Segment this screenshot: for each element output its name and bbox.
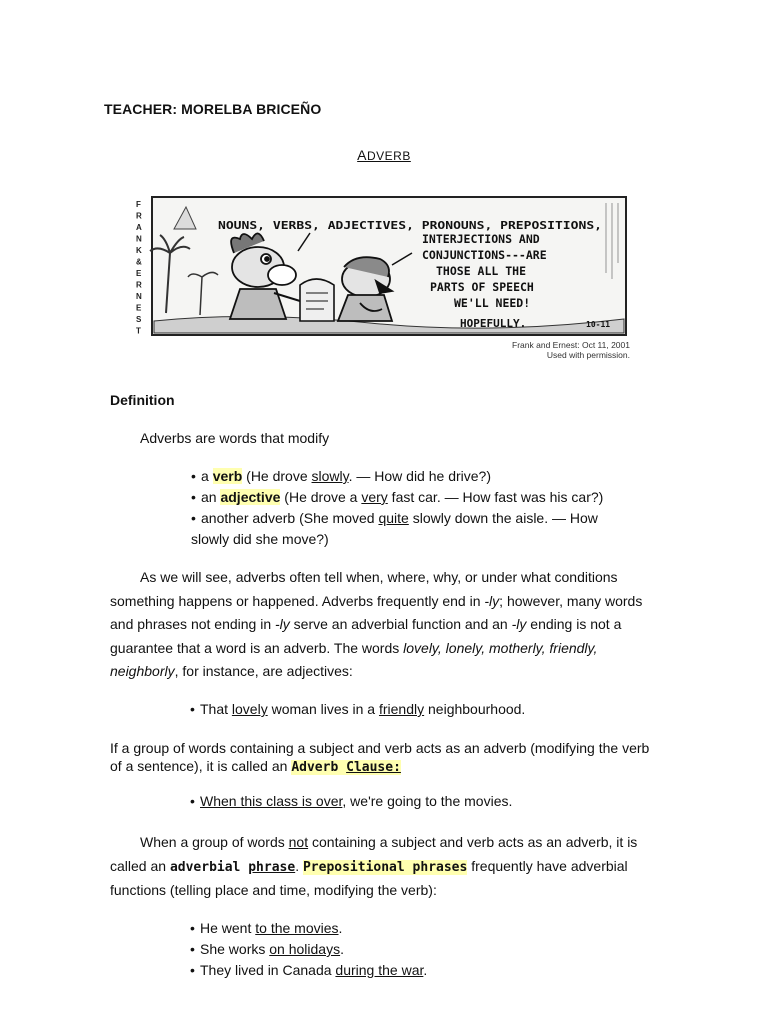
page-title: ADVERB xyxy=(357,147,411,163)
comic-side-letter: & xyxy=(136,257,142,267)
definition-heading: Definition xyxy=(110,392,175,408)
comic-side-letter: E xyxy=(136,303,142,313)
paragraph-ly-endings: As we will see, adverbs often tell when, where, why, or under what conditions something happens or happened. Adverbs frequently end in -ly; however, many words and phrases not ending in -ly serve an adverbial function and an -ly ending is not a guarantee that a word is an adverb. The words lovely, lonely, motherly, friendly, neighborly, for instance, are adjectives: xyxy=(110,569,643,679)
paragraph-adverbial-phrase: When a group of words not containing a subject and verb acts as an adverb, it is called an adverbial phrase. Prepositional phrases frequently have adverbial functions (telling place and time, modifying the verb): xyxy=(110,834,638,898)
comic-date-mark: 10-11 xyxy=(586,320,611,329)
list-item: • another adverb (She moved quite slowly down the aisle. — How xyxy=(191,510,598,526)
comic-speech-line: CONJUNCTIONS---ARE xyxy=(422,248,547,262)
prepositional-examples xyxy=(190,918,427,981)
teacher-heading: TEACHER: MORELBA BRICEÑO xyxy=(104,101,322,117)
list-item: • a verb (He drove slowly. — How did he drive?) xyxy=(191,468,491,484)
comic-speech-line: INTERJECTIONS AND xyxy=(422,232,540,246)
comic-side-letter: R xyxy=(136,211,142,221)
list-item: • She works on holidays. xyxy=(190,941,344,957)
comic-speech-line: NOUNS, VERBS, ADJECTIVES, PRONOUNS, PREPOSITIONS, xyxy=(218,219,602,232)
modify-list xyxy=(191,466,661,550)
comic-permission: Used with permission. xyxy=(546,350,630,360)
comic-side-letter: R xyxy=(136,280,142,290)
comic-side-letter: E xyxy=(136,269,142,278)
comic-side-letter: A xyxy=(136,223,142,232)
paragraph-adverb-clause: If a group of words containing a subject and verb acts as an adverb (modifying the verb of a sentence), it is called an Adverb Clause: xyxy=(110,740,650,775)
list-item: • He went to the movies. xyxy=(190,920,343,936)
comic-side-letter: N xyxy=(136,234,142,244)
comic-side-letter: F xyxy=(136,200,141,209)
comic-speech-line: PARTS OF SPEECH xyxy=(430,280,534,294)
comic-speech-line: HOPEFULLY. xyxy=(460,317,527,330)
list-item-continuation: slowly did she move?) xyxy=(191,531,329,547)
comic-speech-line: THOSE ALL THE xyxy=(436,264,527,278)
comic-credit: Frank and Ernest: Oct 11, 2001 xyxy=(512,340,630,350)
comic-side-letter: N xyxy=(136,292,142,301)
example-clause: • When this class is over, we're going to the movies. xyxy=(190,793,513,809)
comic-side-letter: S xyxy=(136,315,142,324)
list-item: • an adjective (He drove a very fast car. — How fast was his car?) xyxy=(191,489,604,505)
definition-intro: Adverbs are words that modify xyxy=(140,430,330,446)
example-lovely: • That lovely woman lives in a friendly neighbourhood. xyxy=(190,701,526,717)
comic-strip xyxy=(130,193,638,363)
comic-side-letter: T xyxy=(136,326,141,336)
list-item: • They lived in Canada during the war. xyxy=(190,962,428,978)
comic-speech-line: WE'LL NEED! xyxy=(454,296,531,310)
comic-side-letter: K xyxy=(136,246,142,255)
